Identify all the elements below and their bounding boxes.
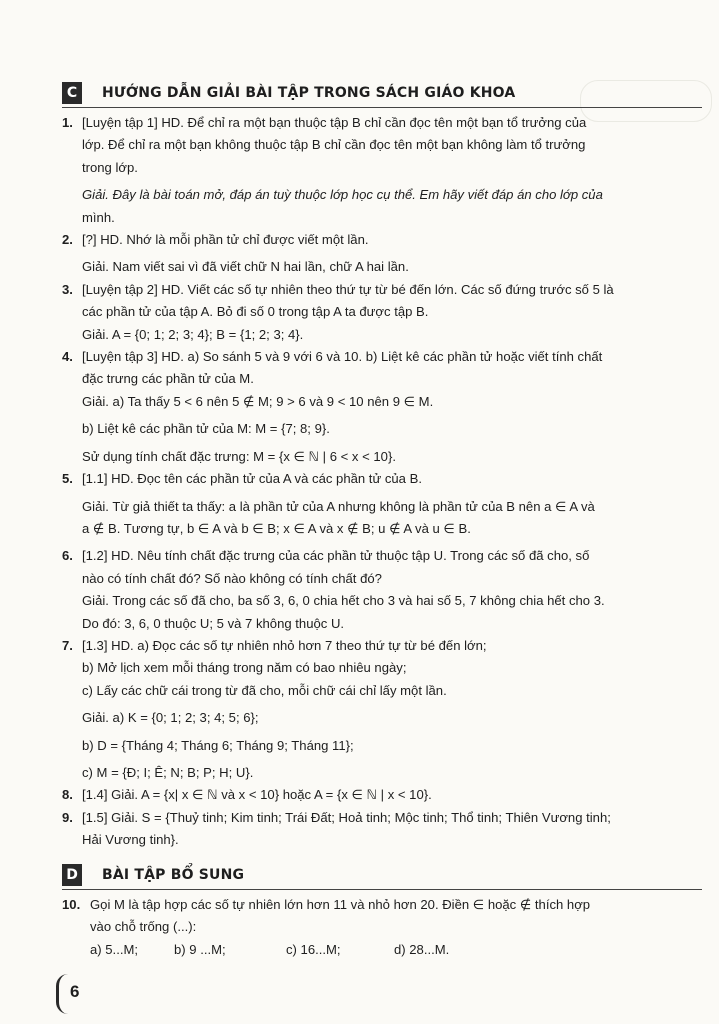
exercise-text: [1.4] Giải. A = {x| x ∈ ℕ và x < 10} hoặc A = {x ∈ ℕ | x < 10}.: [82, 787, 432, 803]
solution-text: Do đó: 3, 6, 0 thuộc U; 5 và 7 không thuộc U.: [82, 615, 345, 631]
exercise-number: 8.: [62, 787, 73, 803]
exercise-9: [62, 807, 702, 852]
exercise-3: [62, 279, 702, 346]
solution-text: Giải. a) Ta thấy 5 < 6 nên 5 ∉ M; 9 > 6 và 9 < 10 nên 9 ∈ M.: [82, 393, 434, 409]
section-c-underline: [62, 107, 702, 108]
section-c-header: [62, 82, 702, 104]
solution-text: Sử dụng tính chất đặc trưng: M = {x ∈ ℕ | 6 < x < 10}.: [82, 448, 396, 464]
exercise-number: 6.: [62, 548, 73, 564]
section-d-title: BÀI TẬP BỔ SUNG: [102, 867, 245, 883]
exercise-number: 10.: [62, 897, 81, 912]
exercise-number: 5.: [62, 471, 73, 487]
solution-text: Giải. Nam viết sai vì đã viết chữ N hai lần, chữ A hai lần.: [82, 259, 409, 275]
option-d: d) 28...M.: [394, 941, 450, 957]
exercise-text: [Luyện tập 3] HD. a) So sánh 5 và 9 với 6 và 10. b) Liệt kê các phần tử hoặc viết tính chất: [82, 349, 603, 365]
solution-text: Giải. Trong các số đã cho, ba số 3, 6, 0 chia hết cho 3 và hai số 5, 7 không chia hết cho 3.: [82, 593, 605, 609]
exercise-number: 3.: [62, 281, 73, 297]
exercise-6: [62, 545, 702, 635]
exercise-text: Gọi M là tập hợp các số tự nhiên lớn hơn 11 và nhỏ hơn 20. Điền ∈ hoặc ∉ thích hợp: [90, 897, 591, 912]
solution-text: Giải. Từ giả thiết ta thấy: a là phần tử của A nhưng không là phần tử của B nên a ∈ A và: [82, 498, 595, 514]
solution-text: Giải. a) K = {0; 1; 2; 3; 4; 5; 6};: [82, 710, 259, 726]
solution-text: mình.: [82, 209, 115, 225]
exercise-text: vào chỗ trống (...):: [90, 919, 197, 935]
exercise-text: b) Mở lịch xem mỗi tháng trong năm có bao nhiêu ngày;: [82, 660, 407, 676]
exercise-10: [62, 894, 702, 961]
section-c-letter: C: [62, 82, 82, 104]
exercise-1: [62, 112, 702, 229]
exercise-7: [62, 635, 702, 784]
exercise-text: đặc trưng các phần tử của M.: [82, 371, 254, 387]
exercise-text: lớp. Để chỉ ra một bạn không thuộc tập B chỉ cần đọc tên một bạn không làm tổ trưởng: [82, 137, 586, 153]
exercise-text: [1.5] Giải. S = {Thuỷ tinh; Kim tinh; Trái Đất; Hoả tinh; Mộc tinh; Thổ tinh; Thiên Vương tinh;: [82, 809, 611, 825]
solution-text: Giải. Đây là bài toán mở, đáp án tuỳ thuộc lớp học cụ thể. Em hãy viết đáp án cho lớp của: [82, 187, 603, 203]
exercise-text: trong lớp.: [82, 159, 138, 175]
section-c-title: HƯỚNG DẪN GIẢI BÀI TẬP TRONG SÁCH GIÁO KHOA: [102, 85, 516, 101]
exercise-text: c) Lấy các chữ cái trong từ đã cho, mỗi chữ cái chỉ lấy một lần.: [82, 682, 447, 698]
option-a: a) 5...M;: [90, 941, 139, 957]
exercise-number: 1.: [62, 115, 73, 130]
answer-options: [90, 939, 702, 961]
exercise-text: [?] HD. Nhớ là mỗi phần tử chỉ được viết một lần.: [82, 232, 369, 248]
solution-text: b) Liệt kê các phần tử của M: M = {7; 8; 9}.: [82, 421, 330, 437]
page-number: 6: [70, 982, 80, 1001]
exercise-8: [62, 784, 702, 806]
option-c: c) 16...M;: [286, 941, 341, 957]
section-d-underline: [62, 889, 702, 890]
solution-text: Giải. A = {0; 1; 2; 3; 4}; B = {1; 2; 3; 4}.: [82, 326, 304, 342]
option-b: b) 9 ...M;: [174, 941, 226, 957]
exercise-number: 7.: [62, 637, 73, 653]
section-d-content: [62, 894, 702, 961]
solution-text: b) D = {Tháng 4; Tháng 6; Tháng 9; Tháng 11};: [82, 737, 354, 753]
exercise-number: 2.: [62, 232, 73, 248]
exercise-text: Hải Vương tinh}.: [82, 832, 179, 848]
exercise-text: [Luyện tập 2] HD. Viết các số tự nhiên theo thứ tự từ bé đến lớn. Các số đứng trước số 5 là: [82, 281, 614, 297]
exercise-text: [1.3] HD. a) Đọc các số tự nhiên nhỏ hơn 7 theo thứ tự từ bé đến lớn;: [82, 637, 487, 653]
solution-text: a ∉ B. Tương tự, b ∈ A và b ∈ B; x ∈ A và x ∉ B; u ∉ A và u ∈ B.: [82, 520, 471, 536]
exercise-number: 4.: [62, 349, 73, 365]
exercise-text: [1.1] HD. Đọc tên các phần tử của A và các phần tử của B.: [82, 471, 422, 487]
section-d-header: [62, 864, 702, 886]
exercise-text: [1.2] HD. Nêu tính chất đặc trưng của các phần tử thuộc tập U. Trong các số đã cho, số: [82, 548, 590, 564]
exercise-text: [Luyện tập 1] HD. Để chỉ ra một bạn thuộc tập B chỉ cần đọc tên một bạn tổ trưởng của: [82, 115, 587, 130]
exercise-4: [62, 346, 702, 468]
section-c-content: [62, 112, 702, 852]
exercise-text: các phần tử của tập A. Bỏ đi số 0 trong tập A ta được tập B.: [82, 304, 429, 320]
exercise-number: 9.: [62, 809, 73, 825]
section-d-letter: D: [62, 864, 82, 886]
page-footer: [56, 972, 96, 1016]
exercise-2: [62, 229, 702, 279]
solution-text: c) M = {Đ; I; Ê; N; B; P; H; U}.: [82, 764, 254, 780]
exercise-5: [62, 468, 702, 540]
exercise-text: nào có tính chất đó? Số nào không có tính chất đó?: [82, 570, 382, 586]
